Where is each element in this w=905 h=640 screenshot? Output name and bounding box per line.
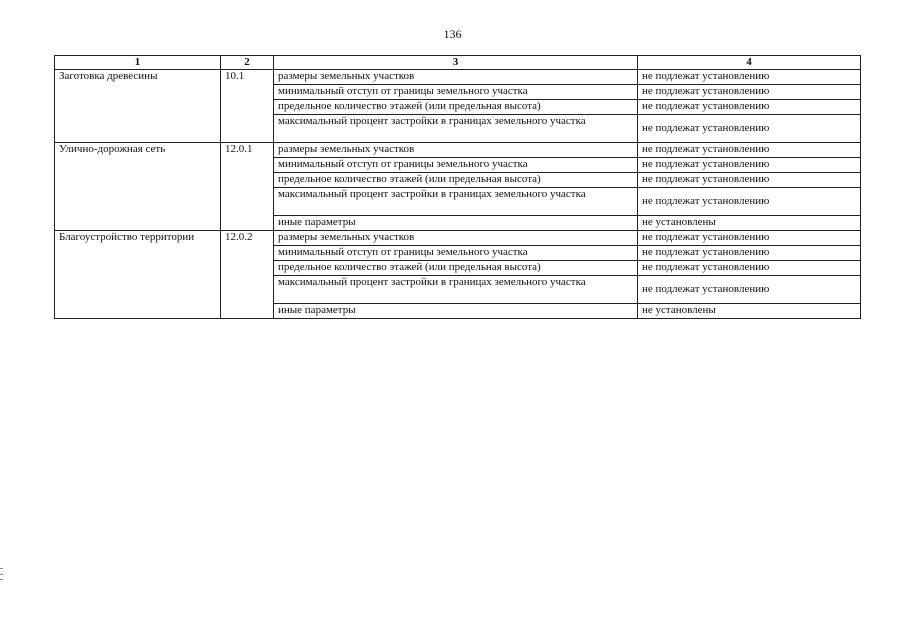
parameter-value: не подлежат установлению <box>638 115 861 143</box>
parameter-value: не подлежат установлению <box>638 143 861 158</box>
header-col-2: 2 <box>221 56 274 70</box>
land-use-name: Благоустройство территории <box>55 231 221 319</box>
parameter-name: размеры земельных участков <box>274 70 638 85</box>
parameter-name: иные параметры <box>274 304 638 319</box>
parameter-name: предельное количество этажей (или предельная высота) <box>274 261 638 276</box>
parameter-name: размеры земельных участков <box>274 231 638 246</box>
parameter-value: не подлежат установлению <box>638 70 861 85</box>
land-use-code: 10.1 <box>221 70 274 143</box>
scan-artifact-mark <box>0 579 3 580</box>
parameter-name: минимальный отступ от границы земельного участка <box>274 158 638 173</box>
land-use-code: 12.0.1 <box>221 143 274 231</box>
parameter-value: не установлены <box>638 304 861 319</box>
parameter-name: минимальный отступ от границы земельного участка <box>274 246 638 261</box>
header-col-3: 3 <box>274 56 638 70</box>
parameter-value: не подлежат установлению <box>638 188 861 216</box>
parameter-value: не подлежат установлению <box>638 100 861 115</box>
land-use-name: Заготовка древесины <box>55 70 221 143</box>
header-row <box>55 56 861 70</box>
parameter-value: не подлежат установлению <box>638 231 861 246</box>
parameter-value: не подлежат установлению <box>638 173 861 188</box>
header-col-1: 1 <box>55 56 221 70</box>
parameter-name: предельное количество этажей (или предельная высота) <box>274 173 638 188</box>
parameter-value: не подлежат установлению <box>638 85 861 100</box>
land-use-code: 12.0.2 <box>221 231 274 319</box>
parameter-name: минимальный отступ от границы земельного участка <box>274 85 638 100</box>
parameter-name: максимальный процент застройки в границах земельного участка <box>274 188 638 216</box>
land-use-name: Улично-дорожная сеть <box>55 143 221 231</box>
header-col-4: 4 <box>638 56 861 70</box>
parameter-value: не подлежат установлению <box>638 261 861 276</box>
parameter-name: предельное количество этажей (или предельная высота) <box>274 100 638 115</box>
parameter-value: не установлены <box>638 216 861 231</box>
parameter-value: не подлежат установлению <box>638 276 861 304</box>
parameter-name: максимальный процент застройки в границах земельного участка <box>274 115 638 143</box>
parameter-value: не подлежат установлению <box>638 158 861 173</box>
parameters-table <box>54 55 861 319</box>
parameter-name: максимальный процент застройки в границах земельного участка <box>274 276 638 304</box>
table-row <box>55 231 861 246</box>
parameter-name: размеры земельных участков <box>274 143 638 158</box>
table-row <box>55 70 861 85</box>
parameter-value: не подлежат установлению <box>638 246 861 261</box>
parameter-name: иные параметры <box>274 216 638 231</box>
table-row <box>55 143 861 158</box>
scan-artifact-mark <box>0 574 3 575</box>
page-number: 136 <box>443 27 462 41</box>
scan-artifact-mark <box>0 568 3 569</box>
